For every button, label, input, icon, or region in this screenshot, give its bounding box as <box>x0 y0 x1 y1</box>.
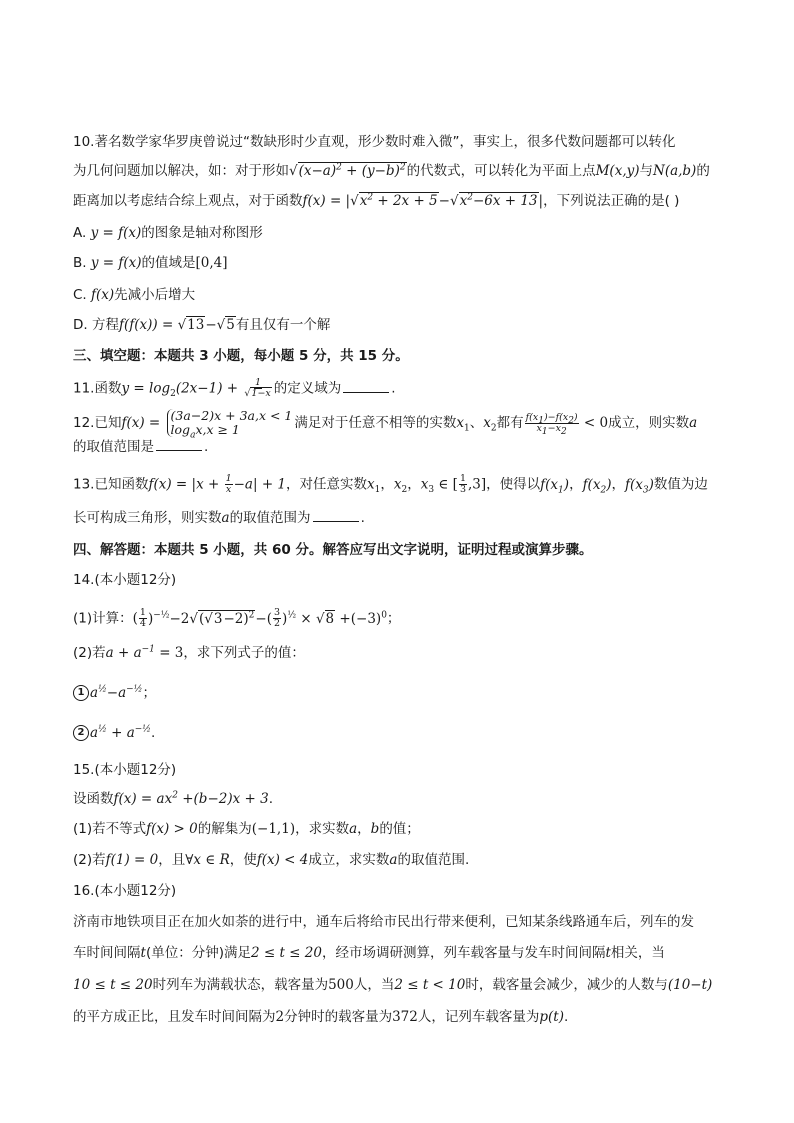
q10-option-d: D. 方程f(f(x)) = √13−√5有且仅有一个解 <box>73 317 331 333</box>
q15-part-1: (1)若不等式f(x) > 0的解集为(−1,1)，求实数a，b的值； <box>73 821 420 837</box>
q16-line-3: 10 ≤ t ≤ 20时列车为满载状态，载客量为500人，当2 ≤ t < 10时，载客量会减少，减少的人数与(10−t) <box>73 977 713 993</box>
q10-option-b: B. y = f(x)的值域是[0,4] <box>73 255 228 271</box>
q12-answer-blank[interactable] <box>156 438 202 451</box>
section-3-heading: 三、填空题：本题共 3 小题，每小题 5 分，共 15 分。 <box>73 348 409 364</box>
q14-sub-2: 2 $a^{\frac{1}{2}} + a^{-\frac{1}{2}}$. <box>73 724 155 742</box>
q14-part-2: (2)若$a + a^{-1} = 3$，求下列式子的值： <box>73 644 305 661</box>
q16-line-4: 的平方成正比，且发车时间间隔为2分钟时的载客量为372人，记列车载客量为p(t). <box>73 1009 569 1025</box>
q12-line-1: 12.已知f(x) = (3a−2)x + 3a,x < 1 $\log_ax,x \ge 1$ 满足对于任意不相等的实数$x_1$、$x_2$都有 $\frac{f(x_1)-f(x_2)}{x_1-x_2}$ < 0成立，则实数a <box>73 408 698 441</box>
q16-line-1: 济南市地铁项目正在加火如荼的进行中，通车后将给市民出行带来便利，已知某条线路通车后，列车的发 <box>73 914 694 930</box>
q10-line-3: 距离加以考虑结合综上观点，对于函数$f(x) = |√x^2 + 2x + 5-√x^2-6x + 13|$，下列说法正确的是( ) <box>73 192 680 209</box>
circled-one-icon: 1 <box>73 685 89 701</box>
q14-part-1: (1)计算：( $\frac{1}{4}$ )$^{-\frac{1}{2}}-2√(√3-2)^2-$( $\frac{3}{2}$ )$^{\frac{1}{2}} \times √8 +(-3)^0$； <box>73 607 401 629</box>
q14-heading: 14.(本小题12分) <box>73 572 177 588</box>
section-4-heading: 四、解答题：本题共 5 小题，共 60 分。解答应写出文字说明，证明过程或演算步骤。 <box>73 542 593 558</box>
q10-option-a: A. y = f(x)的图象是轴对称图形 <box>73 225 263 241</box>
q11-answer-blank[interactable] <box>343 380 389 393</box>
q10-line-2: 为几何问题加以解决，如：对于形如$√(x-a)^2 + (y-b)^2$的代数式，可以转化为平面上点M(x,y)与N(a,b)的 <box>73 162 710 179</box>
q12-line-2: 的取值范围是 . <box>73 439 209 455</box>
q10-option-c: C. f(x)先减小后增大 <box>73 287 196 303</box>
q15-part-2: (2)若f(1) = 0，且∀x ∈ R，使f(x) < 4成立，求实数a的取值范围. <box>73 852 470 868</box>
q13-line-2: 长可构成三角形，则实数a的取值范围为 . <box>73 510 365 526</box>
q14-sub-1: 1 $a^{\frac{1}{2}}-a^{-\frac{1}{2}}$； <box>73 684 156 702</box>
q16-heading: 16.(本小题12分) <box>73 883 177 899</box>
q13-line-1: 13.已知函数f(x) = |x + $\frac{1}{x}$ −a| + 1，对任意实数$x_1$，$x_2$，$x_3$ ∈ [ $\frac{1}{3}$ ,3]，使得以$f(x_1)$，$f(x_2)$，$f(x_3)$数值为边 <box>73 473 708 496</box>
circled-two-icon: 2 <box>73 725 89 741</box>
q15-heading: 15.(本小题12分) <box>73 762 177 778</box>
q15-intro: 设函数$f(x) = ax^2 +(b-2)x + 3$. <box>73 790 274 807</box>
q10-line-1: 10.著名数学家华罗庚曾说过“数缺形时少直观，形少数时难入微”，事实上，很多代数问题都可以转化 <box>73 134 676 150</box>
q13-answer-blank[interactable] <box>313 509 359 522</box>
q11: 11.函数$y = \log_2(2x-1)$ + $\frac{1}{√1-x}$ 的定义域为 . <box>73 377 396 400</box>
q16-line-2: 车时间间隔t(单位：分钟)满足2 ≤ t ≤ 20，经市场调研测算，列车载客量与发车时间间隔t相关，当 <box>73 945 665 961</box>
